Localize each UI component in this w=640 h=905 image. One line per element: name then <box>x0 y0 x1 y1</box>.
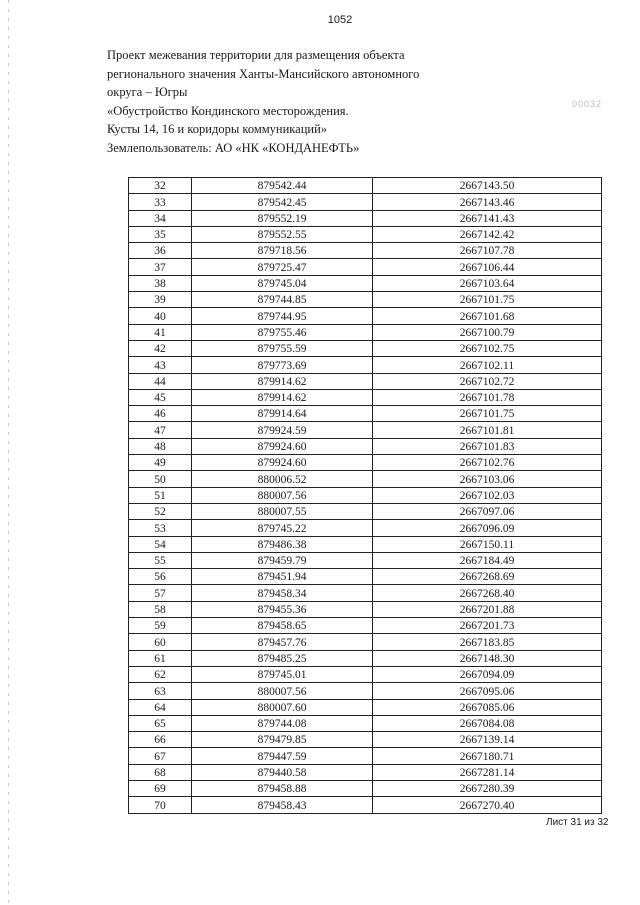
point-number-cell: 53 <box>129 520 192 536</box>
y-coordinate-cell: 2667142.42 <box>373 226 602 242</box>
x-coordinate-cell: 880006.52 <box>192 471 373 487</box>
y-coordinate-cell: 2667139.14 <box>373 732 602 748</box>
x-coordinate-cell: 879457.76 <box>192 634 373 650</box>
x-coordinate-cell: 879914.64 <box>192 406 373 422</box>
y-coordinate-cell: 2667183.85 <box>373 634 602 650</box>
point-number-cell: 42 <box>129 340 192 356</box>
point-number-cell: 55 <box>129 552 192 568</box>
x-coordinate-cell: 879451.94 <box>192 569 373 585</box>
point-number-cell: 49 <box>129 455 192 471</box>
point-number-cell: 52 <box>129 503 192 519</box>
y-coordinate-cell: 2667097.06 <box>373 503 602 519</box>
point-number-cell: 43 <box>129 357 192 373</box>
point-number-cell: 67 <box>129 748 192 764</box>
table-row <box>129 438 602 454</box>
y-coordinate-cell: 2667084.08 <box>373 715 602 731</box>
table-row <box>129 536 602 552</box>
y-coordinate-cell: 2667102.72 <box>373 373 602 389</box>
point-number-cell: 64 <box>129 699 192 715</box>
table-row <box>129 373 602 389</box>
x-coordinate-cell: 879455.36 <box>192 601 373 617</box>
table-row <box>129 243 602 259</box>
table-row <box>129 585 602 601</box>
point-number-cell: 32 <box>129 178 192 194</box>
x-coordinate-cell: 879486.38 <box>192 536 373 552</box>
point-number-cell: 70 <box>129 797 192 813</box>
y-coordinate-cell: 2667101.75 <box>373 406 602 422</box>
point-number-cell: 56 <box>129 569 192 585</box>
y-coordinate-cell: 2667184.49 <box>373 552 602 568</box>
table-row <box>129 259 602 275</box>
table-row <box>129 471 602 487</box>
point-number-cell: 59 <box>129 618 192 634</box>
point-number-cell: 65 <box>129 715 192 731</box>
x-coordinate-cell: 879542.45 <box>192 194 373 210</box>
header-line-6: Землепользователь: АО «НК «КОНДАНЕФТЬ» <box>107 140 360 155</box>
table-row <box>129 601 602 617</box>
y-coordinate-cell: 2667101.81 <box>373 422 602 438</box>
table-row <box>129 455 602 471</box>
x-coordinate-cell: 879447.59 <box>192 748 373 764</box>
point-number-cell: 35 <box>129 226 192 242</box>
x-coordinate-cell: 879773.69 <box>192 357 373 373</box>
y-coordinate-cell: 2667281.14 <box>373 764 602 780</box>
x-coordinate-cell: 880007.56 <box>192 683 373 699</box>
table-row <box>129 748 602 764</box>
point-number-cell: 38 <box>129 275 192 291</box>
point-number-cell: 61 <box>129 650 192 666</box>
table-row <box>129 487 602 503</box>
x-coordinate-cell: 880007.60 <box>192 699 373 715</box>
x-coordinate-cell: 879479.85 <box>192 732 373 748</box>
y-coordinate-cell: 2667102.11 <box>373 357 602 373</box>
table-row <box>129 340 602 356</box>
x-coordinate-cell: 879745.01 <box>192 666 373 682</box>
table-row <box>129 503 602 519</box>
table-row <box>129 797 602 813</box>
point-number-cell: 63 <box>129 683 192 699</box>
table-row <box>129 764 602 780</box>
point-number-cell: 44 <box>129 373 192 389</box>
point-number-cell: 33 <box>129 194 192 210</box>
x-coordinate-cell: 879440.58 <box>192 764 373 780</box>
coordinates-table-body <box>129 178 602 814</box>
y-coordinate-cell: 2667148.30 <box>373 650 602 666</box>
header-line-3: округа – Югры <box>107 85 188 99</box>
table-row <box>129 357 602 373</box>
point-number-cell: 69 <box>129 780 192 796</box>
table-row <box>129 520 602 536</box>
y-coordinate-cell: 2667094.09 <box>373 666 602 682</box>
y-coordinate-cell: 2667143.50 <box>373 178 602 194</box>
y-coordinate-cell: 2667101.83 <box>373 438 602 454</box>
x-coordinate-cell: 879542.44 <box>192 178 373 194</box>
x-coordinate-cell: 879459.79 <box>192 552 373 568</box>
header-line-4: «Обустройство Кондинского месторождения. <box>107 103 349 118</box>
table-row <box>129 406 602 422</box>
point-number-cell: 36 <box>129 243 192 259</box>
table-row <box>129 389 602 405</box>
x-coordinate-cell: 879745.04 <box>192 275 373 291</box>
y-coordinate-cell: 2667268.40 <box>373 585 602 601</box>
point-number-cell: 48 <box>129 438 192 454</box>
margin-stamp-mark: 00032 <box>572 99 603 109</box>
table-row <box>129 194 602 210</box>
y-coordinate-cell: 2667141.43 <box>373 210 602 226</box>
table-row <box>129 618 602 634</box>
point-number-cell: 66 <box>129 732 192 748</box>
y-coordinate-cell: 2667201.88 <box>373 601 602 617</box>
header-line-1: Проект межевания территории для размещения объекта <box>107 48 405 62</box>
y-coordinate-cell: 2667096.09 <box>373 520 602 536</box>
y-coordinate-cell: 2667085.06 <box>373 699 602 715</box>
y-coordinate-cell: 2667180.71 <box>373 748 602 764</box>
table-row <box>129 715 602 731</box>
point-number-cell: 45 <box>129 389 192 405</box>
point-number-cell: 34 <box>129 210 192 226</box>
y-coordinate-cell: 2667268.69 <box>373 569 602 585</box>
point-number-cell: 54 <box>129 536 192 552</box>
x-coordinate-cell: 879744.85 <box>192 292 373 308</box>
table-row <box>129 569 602 585</box>
x-coordinate-cell: 879924.59 <box>192 422 373 438</box>
coordinates-table <box>128 177 602 814</box>
point-number-cell: 46 <box>129 406 192 422</box>
x-coordinate-cell: 879914.62 <box>192 389 373 405</box>
y-coordinate-cell: 2667106.44 <box>373 259 602 275</box>
point-number-cell: 60 <box>129 634 192 650</box>
point-number-cell: 68 <box>129 764 192 780</box>
y-coordinate-cell: 2667107.78 <box>373 243 602 259</box>
y-coordinate-cell: 2667101.78 <box>373 389 602 405</box>
table-row <box>129 292 602 308</box>
point-number-cell: 40 <box>129 308 192 324</box>
table-row <box>129 210 602 226</box>
table-row <box>129 666 602 682</box>
y-coordinate-cell: 2667102.75 <box>373 340 602 356</box>
table-row <box>129 422 602 438</box>
x-coordinate-cell: 879755.46 <box>192 324 373 340</box>
x-coordinate-cell: 879744.95 <box>192 308 373 324</box>
table-row <box>129 780 602 796</box>
y-coordinate-cell: 2667101.68 <box>373 308 602 324</box>
x-coordinate-cell: 879914.62 <box>192 373 373 389</box>
table-row <box>129 308 602 324</box>
x-coordinate-cell: 879924.60 <box>192 438 373 454</box>
table-row <box>129 324 602 340</box>
table-row <box>129 634 602 650</box>
y-coordinate-cell: 2667201.73 <box>373 618 602 634</box>
y-coordinate-cell: 2667103.06 <box>373 471 602 487</box>
point-number-cell: 50 <box>129 471 192 487</box>
x-coordinate-cell: 879458.43 <box>192 797 373 813</box>
x-coordinate-cell: 879725.47 <box>192 259 373 275</box>
x-coordinate-cell: 879552.55 <box>192 226 373 242</box>
x-coordinate-cell: 879458.65 <box>192 618 373 634</box>
table-row <box>129 178 602 194</box>
point-number-cell: 58 <box>129 601 192 617</box>
x-coordinate-cell: 879718.56 <box>192 243 373 259</box>
y-coordinate-cell: 2667102.76 <box>373 455 602 471</box>
y-coordinate-cell: 2667280.39 <box>373 780 602 796</box>
y-coordinate-cell: 2667101.75 <box>373 292 602 308</box>
y-coordinate-cell: 2667102.03 <box>373 487 602 503</box>
x-coordinate-cell: 879458.88 <box>192 780 373 796</box>
table-row <box>129 699 602 715</box>
header-line-5: Кусты 14, 16 и коридоры коммуникаций» <box>107 122 328 136</box>
x-coordinate-cell: 879458.34 <box>192 585 373 601</box>
x-coordinate-cell: 879755.59 <box>192 340 373 356</box>
sheet-counter: Лист 31 из 32 <box>546 817 609 828</box>
y-coordinate-cell: 2667143.46 <box>373 194 602 210</box>
x-coordinate-cell: 879745.22 <box>192 520 373 536</box>
document-header <box>107 46 527 157</box>
x-coordinate-cell: 880007.56 <box>192 487 373 503</box>
x-coordinate-cell: 879924.60 <box>192 455 373 471</box>
x-coordinate-cell: 879552.19 <box>192 210 373 226</box>
y-coordinate-cell: 2667100.79 <box>373 324 602 340</box>
table-row <box>129 275 602 291</box>
table-row <box>129 732 602 748</box>
x-coordinate-cell: 879485.25 <box>192 650 373 666</box>
point-number-cell: 41 <box>129 324 192 340</box>
header-line-2: регионального значения Ханты-Мансийского автономного <box>107 66 420 81</box>
y-coordinate-cell: 2667270.40 <box>373 797 602 813</box>
table-row <box>129 226 602 242</box>
x-coordinate-cell: 879744.08 <box>192 715 373 731</box>
point-number-cell: 37 <box>129 259 192 275</box>
scan-margin-line <box>8 0 9 905</box>
y-coordinate-cell: 2667103.64 <box>373 275 602 291</box>
page-number: 1052 <box>327 14 353 26</box>
point-number-cell: 51 <box>129 487 192 503</box>
table-row <box>129 552 602 568</box>
point-number-cell: 57 <box>129 585 192 601</box>
point-number-cell: 47 <box>129 422 192 438</box>
point-number-cell: 62 <box>129 666 192 682</box>
x-coordinate-cell: 880007.55 <box>192 503 373 519</box>
table-row <box>129 683 602 699</box>
table-row <box>129 650 602 666</box>
y-coordinate-cell: 2667095.06 <box>373 683 602 699</box>
point-number-cell: 39 <box>129 292 192 308</box>
y-coordinate-cell: 2667150.11 <box>373 536 602 552</box>
